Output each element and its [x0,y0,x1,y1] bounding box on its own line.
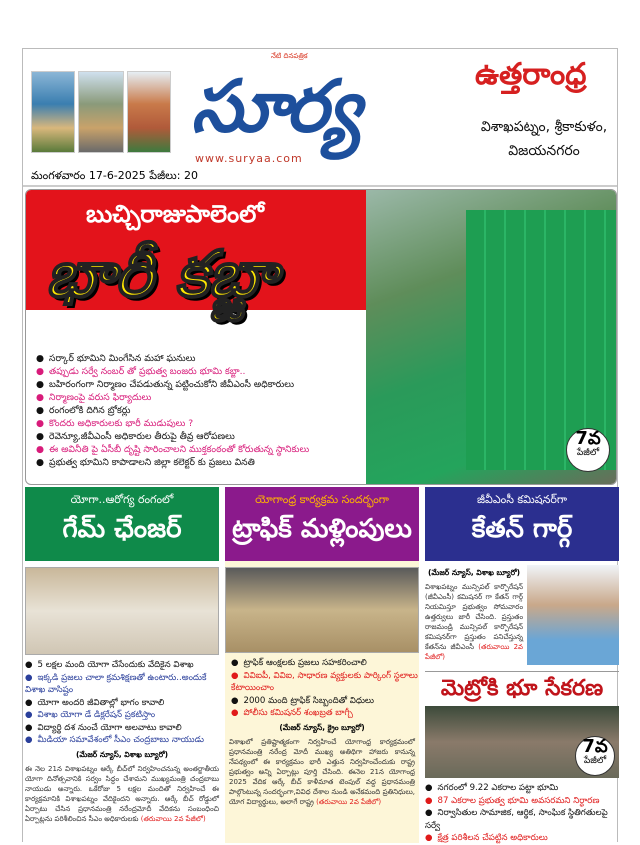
beach-photo [31,71,75,153]
byline: (మేజర్ న్యూస్, విశాఖ బ్యూరో) [427,568,521,577]
article-body [225,737,419,807]
list-item: ● నిర్మాణంపై వరుస ఫిర్యాదులు [36,391,366,404]
page-ref-number: 7వ [575,428,601,449]
list-item: ● వివిఐపీ, వివిఐ, సాధారణ వ్యక్తులకు పార్కింగ్ స్థలాలు కేటాయించాం [231,670,419,695]
page-ref-number: 7వ [582,736,608,757]
list-item: ● ట్రాఫిక్ ఆంక్షలకు ప్రజలు సహకరించాలి [231,657,419,670]
newspaper-logo: సూర్య [191,63,358,148]
list-item: ● నగరంలో 9.22 ఎకరాల పట్టా భూమి [425,782,619,795]
body-text: ఈ నెల 21న విశాఖపట్నం ఆర్కే బీచ్‌లో నిర్వహించనున్న అంతర్జాతీయ యోగా దినోత్సవానికి సర్వం సిద్ధం చేశామని ముఖ్యమంత్రి చంద్రబాబు నాయుడు అన్నారు. ఒకేరోజు 5 లక్షల మందితో నిర్వహించే ఈ కార్యక్రమానికి విశాఖపట్నం వేదికైందని అన్నారు. ఆర్కే బీచ్ రోడ్డులో ఏర్పాటు చేసిన ప్రధానమంత్రి నరేంద్రమోదీ వేదికను సంబంధించి ఏర్పాట్లను పరిశీలించిన సీఎం అధికారులకు [25,764,219,823]
lead-kicker: బుచ్చిరాజుపాలెంలో [86,200,264,228]
lead-bullets [36,352,366,469]
list-item: ● రెవెన్యూ,జీవీఎంసీ అధికారుల తీరుపై తీవ్ర ఆరోపణలు [36,430,366,443]
list-item: ● పోలీసు కమిషనర్ శంఖబ్రత బాగ్చీ [231,707,419,720]
continued-link[interactable]: (తరువాయి 2వ పేజీలో) [425,643,523,661]
story-gvmc-commissioner [425,487,619,845]
masthead-tagline: నేటి దినపత్రిక [271,52,308,60]
list-item: ● 5 లక్షల మంది యోగా చేసేందుకు వేదికైన విశాఖ [25,659,219,672]
page-ref-text: పేజీలో [583,756,607,766]
headline-box [25,487,219,561]
headline: కేతన్ గార్గ్ [471,514,573,544]
divider [23,185,617,187]
list-item: ● మీడియా సమావేశంలో సీఎం చంద్రబాబు నాయుడు [25,734,219,747]
list-item: ● ఈ అవినీతి పై ఏసీబీ దృష్టి సారించాలని ముక్తకంఠంతో కోరుతున్న స్థానికులు [36,443,366,456]
list-item: ● తప్పుడు సర్వే నంబర్ తో ప్రభుత్వ బంజరు భూమి కబ్జా.. [36,365,366,378]
story-bullets [425,782,619,845]
list-item: ● యోగా అందరి జీవితాల్లో భాగం కావాలి [25,697,219,710]
story-bullets [225,657,419,720]
kicker: యోగాంధ్ర కార్యక్రమ సందర్భంగా [255,493,389,506]
article-body [425,582,523,662]
list-item: ● విశాఖ యోగా డే డిక్లరేషన్ ప్రకటిస్తాం [25,709,219,722]
kicker: జీవీఎంసీ కమిషనర్‌గా [476,493,568,506]
list-item: ● రంగంలోకి దిగిన బ్రోకర్లు [36,404,366,417]
list-item: ● బహిరంగంగా నిర్మాణం చేపడుతున్న పట్టించుకోని జీవీఎంసీ అధికారులు [36,378,366,391]
kicker: యోగా..ఆరోగ్య రంగంలో [70,493,174,506]
byline: (మేజర్ న్యూస్, విశాఖ బ్యూరో) [75,749,169,759]
lead-headline: భారీ కబ్జా [46,238,277,312]
body-text: విశాఖపట్నం మున్సిపల్ కార్పొరేషన్ (జీవీఎంసీ) కమిషనర్ గా కేతన్ గార్గ్ నియమిస్తూ ప్రభుత్వం సోమవారం ఉత్తర్వులు జారీ చేసింది. ప్రస్తుతం రాజమండ్రి మున్సిపల్ కార్పొరేషన్ కమిషనర్‌గా ప్రస్తుతం పనిచేస్తున్న కేతన్‌ను జీవీఎంసీ [425,583,523,651]
page-reference-badge [566,428,610,472]
list-item: ● ప్రభుత్వ భూమిని కాపాడాలని జిల్లా కలెక్టర్ కు ప్రజలు వినతి [36,456,366,469]
clock-tower-photo [127,71,171,153]
press-meet-photo [25,567,219,655]
continued-link[interactable]: (తరువాయి 2వ పేజీలో) [316,797,382,806]
bridge-photo [78,71,124,153]
byline: (మేజర్ న్యూస్, క్రైం బ్యూరో) [279,722,365,732]
edition-region: ఉత్తరాంధ్ర [475,57,587,92]
list-item: ● విద్యార్థి దశ నుంచే యోగా అలవాటు కావాలి [25,722,219,735]
website-url[interactable]: www.suryaa.com [195,152,303,165]
list-item: ● సర్కార్ భూమిని మింగేసిన మహా ఘనులు [36,352,366,365]
commissioner-text [425,565,523,665]
masthead [23,49,617,184]
headline: ట్రాఫిక్ మళ్లింపులు [232,514,412,544]
list-item: ● నిర్వాసితుల సామాజిక, ఆర్థిక, సాంఘిక స్థితిగతులపై సర్వే [425,807,619,832]
edition-districts: విశాఖపట్నం, శ్రీకాకుళం, విజయనగరం [480,119,608,159]
commissioner-block [425,565,619,665]
page-reference-badge [575,736,615,776]
body-text: విశాఖలో ప్రతిష్టాత్మకంగా నిర్వహించే యోగాంధ్ర కార్యక్రమంలో ప్రధానమంత్రి నరేంద్ర మోదీ ముఖ్య అతిథిగా హాజరు కానున్న నేపథ్యంలో ఈ కార్యక్రమం భారీ ఎత్తున నిర్వహించేందుకు రాష్ట్ర ప్రభుత్వం అన్ని ఏర్పాట్లు పూర్తి చేసింది. ఈనెల 21న యోగాంధ్ర 2025 వేదిక ఆర్కే బీచ్ కాళీమాత టెంపుల్ వద్ద ప్రధానమంత్రి పాల్గొంటున్న సందర్భంగా,వివిధ దేశాల నుండి అనేకమంది ప్రతినిధులు, యోగ విద్యార్థులు, అలాగే రాష్ట్ర [229,737,415,806]
list-item: ● ఇక్కడి ప్రజలు చాలా క్రమశిక్షణతో ఉంటారు..అందుకే విశాఖ వాసిష్టం [25,672,219,697]
page-ref-text: పేజీలో [576,448,600,458]
date-line: మంగళవారం 17-6-2025 పేజీలు: 20 [31,169,198,182]
headline-box [225,487,419,561]
list-item: ● క్షేత్ర పరిశీలన చేపట్టిన అధికారులు [425,832,619,845]
metro-headline: మెట్రోకి భూ సేకరణ [425,671,619,706]
lead-story [25,189,617,485]
headline: గేమ్ ఛేంజర్ [62,514,182,544]
continued-link[interactable]: (తరువాయి 2వ పేజీలో) [140,814,206,823]
story-yoga [25,487,219,843]
land-survey-photo [425,706,619,778]
article-body [25,764,219,824]
list-item: ● కొందరు అధికారులకు భారీ ముడుపులు ? [36,417,366,430]
list-item: ● 2000 మంది ట్రాఫిక్ సిబ్బందితో విధులు [231,695,419,708]
commissioner-photo [527,565,619,665]
story-bullets [25,659,219,747]
list-item: ● 87 ఎకరాల ప్రభుత్వ భూమి అవసరమని నిర్ధారణ [425,795,619,808]
headline-box [425,487,619,561]
newspaper-page [22,48,618,842]
story-traffic [225,487,419,843]
police-commissioner-photo [225,567,419,653]
